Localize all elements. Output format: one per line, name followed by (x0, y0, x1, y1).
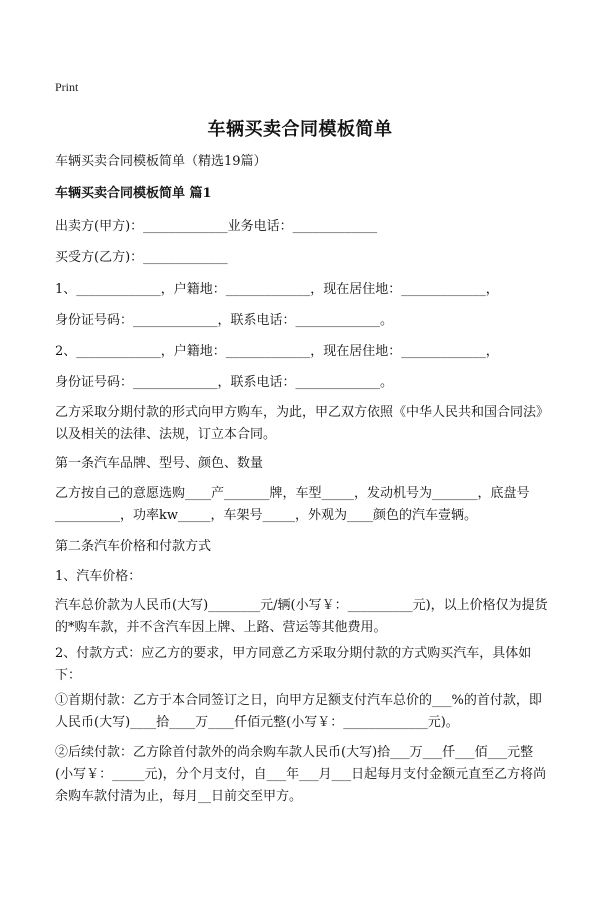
print-label: Print (55, 80, 79, 94)
party2-line: 2、_____________，户籍地：_____________，现在居住地：_____________， (55, 344, 499, 359)
subsequent-payment-paragraph: ②后续付款：乙方除首付款外的尚余购车款人民币(大写)拾___万___仟___佰___元整(小写￥：_____元)，分个月支付，自___年___月___日起每月支付金额元直至乙方将尚余购车款付清为止，每月__日前交至甲方。 (55, 745, 547, 804)
document-subtitle: 车辆买卖合同模板简单（精选19篇） (55, 154, 267, 169)
intro-paragraph: 乙方采取分期付款的形式向甲方购车，为此，甲乙双方依照《中华人民共和国合同法》以及相关的法律、法规，订立本合同。 (55, 405, 550, 442)
article1-paragraph: 乙方按自己的意愿选购____产_______牌，车型_____，发动机号为_______，底盘号__________，功率kw_____，车架号_____，外观为____颜色的汽车壹辆。 (55, 486, 530, 523)
article1-heading: 第一条汽车品牌、型号、颜色、数量 (55, 456, 264, 471)
document-title: 车辆买卖合同模板简单 (207, 119, 393, 140)
price-heading: 1、汽车价格： (55, 569, 142, 584)
article2-heading: 第二条汽车价格和付款方式 (55, 539, 212, 554)
price-paragraph: 汽车总价款为人民币(大写)________元/辆(小写￥：__________元)，以上价格仅为提货的*购车款，并不含汽车因上牌、上路、营运等其他费用。 (55, 598, 548, 635)
party2-id-line: 身份证号码：_____________，联系电话：_____________。 (55, 375, 394, 390)
buyer-line: 买受方(乙方)：_____________ (55, 250, 228, 265)
party1-id-line: 身份证号码：_____________，联系电话：_____________。 (55, 313, 394, 328)
party1-line: 1、_____________，户籍地：_____________，现在居住地：_____________， (55, 282, 499, 297)
seller-line: 出卖方(甲方)：_____________业务电话：_____________ (55, 219, 378, 234)
section-heading: 车辆买卖合同模板简单 篇1 (55, 186, 212, 201)
payment-paragraph: 2、付款方式：应乙方的要求，甲方同意乙方采取分期付款的方式购买汽车，具体如下： (55, 646, 532, 683)
first-payment-paragraph: ①首期付款：乙方于本合同签订之日，向甲方足额支付汽车总价的___%的首付款，即人民币(大写)____拾____万____仟佰元整(小写￥：_____________元)。 (55, 693, 542, 730)
